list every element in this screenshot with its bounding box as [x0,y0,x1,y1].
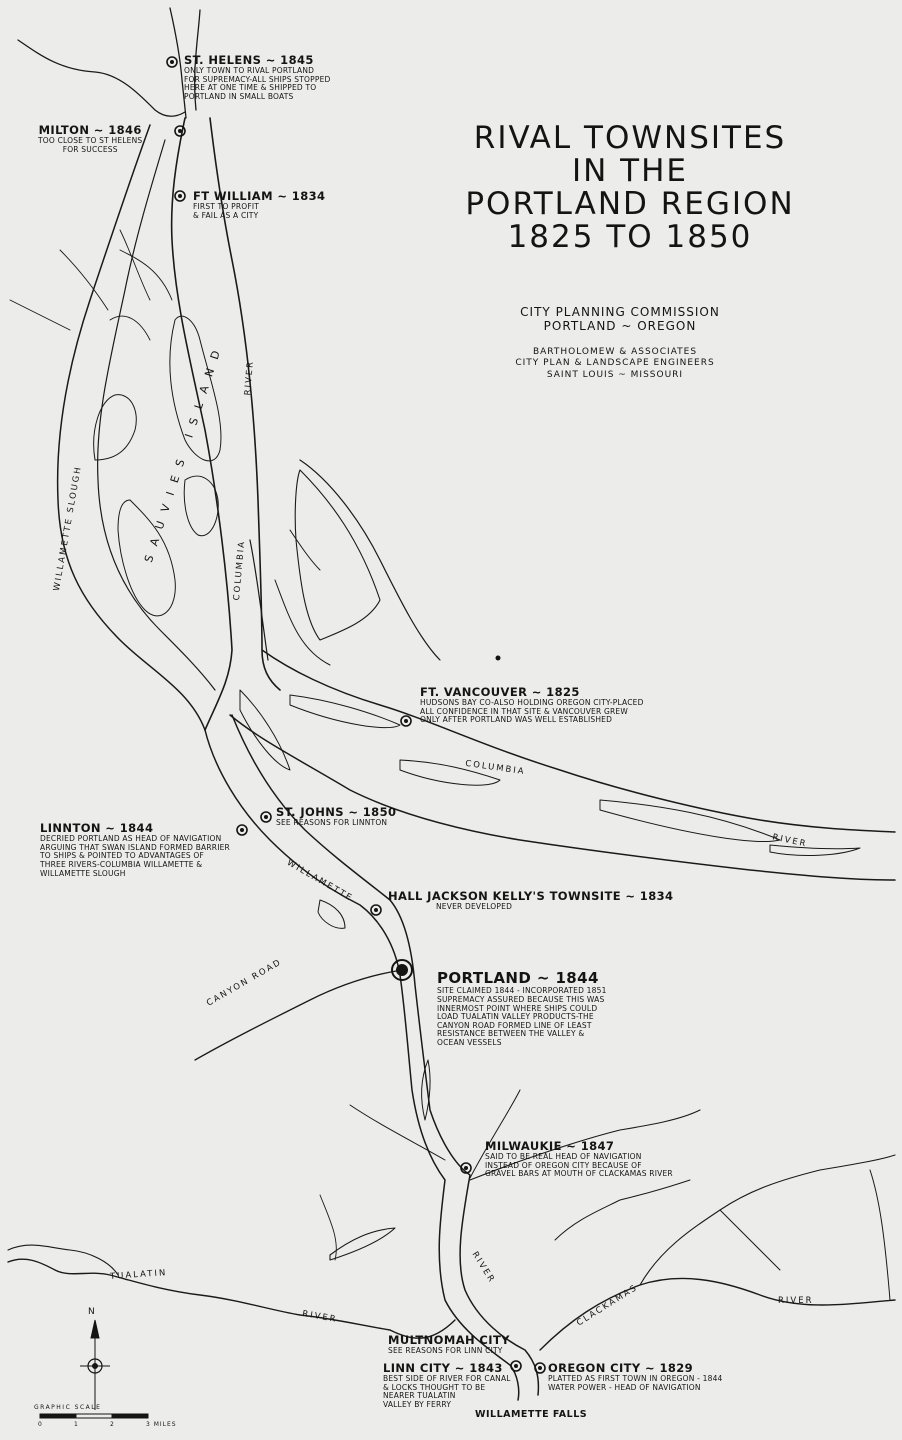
label-milton [38,124,142,154]
tualatin-label: TUALATIN [109,1268,168,1282]
linnton-note: DECRIED PORTLAND AS HEAD OF NAVIGATION ARGUING THAT SWAN ISLAND FORMED BARRIER TO SHIPS & POINTED TO ADVANTAGES OF THREE RIVERS-COLUMBIA WILLAMETTE & WILLAMETTE SLOUGH [40,834,230,878]
scale-title: GRAPHIC SCALE [34,1404,102,1411]
sauvie-lake-4 [184,476,218,536]
marker-kelly [371,905,381,915]
label-st-helens [184,54,331,102]
marker-oregon-city [535,1363,545,1373]
marker-portland [392,960,412,980]
lake-oswego [330,1228,395,1260]
organization: CITY PLANNING COMMISSION PORTLAND ~ OREGON [520,305,720,334]
scale-tick-1: 1 [74,1421,79,1428]
columbia-north-label: COLUMBIA [232,539,248,601]
hayden-island [240,690,290,770]
creek-east-north [300,460,440,660]
columbia-island-4 [770,845,860,855]
milton-name: MILTON ~ 1846 [38,123,142,137]
creek-north-west [10,230,150,330]
marker-ft-vancouver [401,716,411,726]
consultants: BARTHOLOMEW & ASSOCIATES CITY PLAN & LANDSCAPE ENGINEERS SAINT LOUIS ~ MISSOURI [515,347,715,380]
clackamas-label: CLACKAMAS [575,1282,640,1329]
label-multnomah [388,1334,510,1356]
canyon-road [195,970,402,1060]
columbia-east-label: COLUMBIA [464,758,527,778]
st-helens-note: ONLY TOWN TO RIVAL PORTLAND FOR SUPREMACY-ALL SHIPS STOPPED HERE AT ONE TIME & SHIPPED TO PORTLAND IN SMALL BOATS [184,66,331,102]
columbia-north-river-label: RIVER [243,359,257,396]
label-ft-vancouver [420,686,644,725]
label-milwaukie [485,1140,673,1179]
lake-vancouver-slough [275,530,330,665]
creek-top-left [18,40,185,116]
tualatin-upper [8,1245,118,1275]
willamette-river-label: WILLAMETTE [285,858,355,905]
linn-city-note: BEST SIDE OF RIVER FOR CANAL & LOCKS THOUGHT TO BE NEARER TUALATIN VALLEY BY FERRY [383,1374,511,1410]
scale-tick-3: 3 MILES [146,1421,177,1428]
canyon-road-label: CANYON ROAD [205,957,284,1009]
ft-william-name: FT WILLIAM ~ 1834 [193,189,326,203]
label-st-johns [276,806,396,828]
label-oregon-city [548,1362,723,1392]
sauvie-channel [110,250,172,340]
east-creek-2 [555,1180,690,1240]
graphic-scale-bar [40,1414,148,1418]
linn-city-name: LINN CITY ~ 1843 [383,1361,503,1375]
lake-strip [250,540,268,660]
willamette-falls-label: WILLAMETTE FALLS [475,1409,588,1420]
creek-south [320,1195,336,1260]
portland-note: SITE CLAIMED 1844 - INCORPORATED 1851 SUPREMACY ASSURED BECAUSE THIS WAS INNERMOST POINT WHERE SHIPS COULD LOAD TUALATIN VALLEY PRODUCTS-THE CANYON ROAD FORMED LINE OF LEAST RESISTANCE BETWEEN THE VALLEY & OCEAN VESSELS [437,986,607,1047]
marker-st-helens [167,57,177,67]
milton-note: TOO CLOSE TO ST HELENS FOR SUCCESS [38,136,143,154]
kelly-note: NEVER DEVELOPED [436,902,513,912]
clackamas-branch [720,1210,780,1270]
scale-tick-2: 2 [110,1421,115,1428]
columbia-east-river-label: RIVER [771,832,809,850]
label-portland [437,970,607,1048]
ft-vancouver-name: FT. VANCOUVER ~ 1825 [420,685,580,699]
ross-island [422,1060,431,1120]
multnomah-note: SEE REASONS FOR LINN CITY [388,1346,503,1356]
sauvies-island-label: SAUVIES ISLAND [142,339,226,565]
marker-multnomah [511,1361,521,1371]
tualatin-river [8,1259,455,1338]
clackamas-river-label: RIVER [778,1296,814,1306]
oregon-city-note: PLATTED AS FIRST TOWN IN OREGON - 1844 WATER POWER - HEAD OF NAVIGATION [548,1374,723,1392]
compass-rose [80,1320,110,1410]
oregon-city-name: OREGON CITY ~ 1829 [548,1361,694,1375]
clackamas-north-fork [640,1155,895,1285]
columbia-island-1 [290,695,400,728]
marker-ft-william [175,191,185,201]
swan-island [318,900,345,928]
scale-tick-0: 0 [38,1421,43,1428]
willamette-upper-river-label: RIVER [469,1250,497,1286]
willamette-slough-bank [58,125,205,730]
willamette-slough-label: WILLAMETTE SLOUGH [52,464,84,592]
milwaukie-note: SAID TO BE REAL HEAD OF NAVIGATION INSTEAD OF OREGON CITY BECAUSE OF GRAVEL BARS AT MOUTH OF CLACKAMAS RIVER [485,1152,673,1179]
st-johns-name: ST. JOHNS ~ 1850 [276,805,397,819]
portland-name: PORTLAND ~ 1844 [437,969,599,987]
linnton-name: LINNTON ~ 1844 [40,821,154,835]
marker-st-johns [261,812,271,822]
label-kelly [388,890,673,912]
marker-linnton [237,825,247,835]
ft-vancouver-note: HUDSONS BAY CO-ALSO HOLDING OREGON CITY-PLACED ALL CONFIDENCE IN THAT SITE & VANCOUVER GREW ONLY AFTER PORTLAND WAS WELL ESTABLISHED [420,698,644,725]
marker-milton [175,126,185,136]
ft-william-note: FIRST TO PROFIT & FAIL AS A CITY [193,202,260,220]
label-ft-william [193,190,325,220]
map-title: RIVAL TOWNSITES IN THE PORTLAND REGION 1825 TO 1850 [465,120,795,255]
north-label: N [88,1307,96,1317]
milwaukie-name: MILWAUKIE ~ 1847 [485,1139,615,1153]
st-helens-name: ST. HELENS ~ 1845 [184,53,314,67]
kelly-name: HALL JACKSON KELLY'S TOWNSITE ~ 1834 [388,889,674,903]
label-linnton [40,822,230,878]
label-linn-city [383,1362,511,1410]
stray-dot [496,656,501,661]
east-creek-3 [870,1170,890,1300]
multnomah-name: MULTNOMAH CITY [388,1333,510,1347]
st-johns-note: SEE REASONS FOR LINNTON [276,818,388,828]
tualatin-river-label: RIVER [301,1308,339,1326]
